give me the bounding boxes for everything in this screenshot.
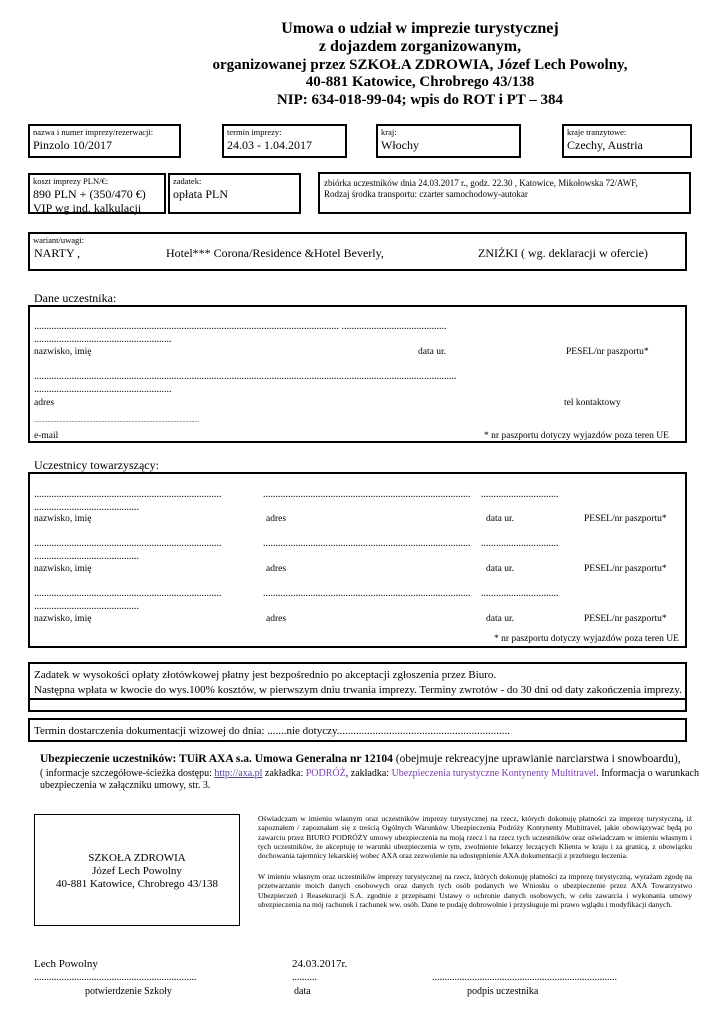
- companion2-date-dots[interactable]: ...............................: [481, 538, 559, 549]
- cost-box: [28, 173, 166, 214]
- transit-label: kraje tranzytowe:: [567, 127, 627, 137]
- participant-heading: Dane uczestnika:: [34, 291, 117, 305]
- insurance-info-c: , zakładka:: [345, 768, 392, 779]
- transport-line: Rodzaj środka transportu: czarter samochodowy-autokar: [324, 189, 528, 199]
- companion3-date-label: data ur.: [486, 614, 514, 624]
- participant-name-label: nazwisko, imię: [34, 347, 92, 357]
- insurance-info-d: . Informacja o warunkach: [596, 768, 699, 779]
- transit-value: Czechy, Austria: [567, 138, 643, 152]
- event-name-box: [28, 124, 181, 158]
- companion1-name-dots-2[interactable]: ..........................................: [34, 502, 139, 513]
- participant-pesel-label: PESEL/nr paszportu*: [566, 347, 649, 357]
- header-line3: organizowanej przez SZKOŁA ZDROWIA, Józef Lech Powolny,: [212, 57, 628, 73]
- transit-box: [562, 124, 692, 158]
- payment-box: [28, 662, 687, 700]
- companion2-name-dots[interactable]: ...........................................................................: [34, 538, 222, 549]
- variant-ski: NARTY ,: [34, 246, 81, 260]
- companion1-name-label: nazwisko, imię: [34, 514, 92, 524]
- country-value: Włochy: [381, 138, 419, 152]
- gathering-box: [318, 172, 691, 214]
- companion2-name-label: nazwisko, imię: [34, 564, 92, 574]
- participant-signature-dots[interactable]: ..........................................................................: [432, 972, 617, 983]
- stamp-line3: 40-881 Katowice, Chrobrego 43/138: [56, 878, 218, 890]
- header-line4: 40-881 Katowice, Chrobrego 43/138: [305, 74, 535, 90]
- country-box: [376, 124, 521, 158]
- deposit-value: opłata PLN: [173, 187, 228, 201]
- country-label: kraj:: [381, 127, 397, 137]
- variant-box: [28, 232, 687, 271]
- participant-email-dots[interactable]: ..............................................................................................................: [34, 418, 199, 424]
- insurance-line1: [40, 753, 700, 765]
- header-line2: z dojazdem zorganizowanym,: [318, 38, 522, 55]
- companion1-name-dots[interactable]: ...........................................................................: [34, 489, 222, 500]
- payment-line1: Zadatek w wysokości opłaty złotówkowej płatny jest bezpośrednio po akceptacji zgłoszenia przez Biuro.: [34, 669, 497, 681]
- companion1-date-dots[interactable]: ...............................: [481, 489, 559, 500]
- cost-value-2: VIP wg ind. kalkulacji: [33, 201, 142, 215]
- companion2-pesel-label: PESEL/nr paszportu*: [584, 564, 667, 574]
- declaration-paragraph-2: W imieniu własnym oraz uczestników imprezy turystycznej na rzecz, których dokonuję płatności za imprezę turystyczną, wyrażam zgodę na przetwarzanie moich danych osobowych oraz danych tych osób podanych we Wniosku o ubezpieczenie przez AXA Towarzystwo Ubezpieczeń i Reasekuracji S.A. zgodnie z przepisami Ustawy o ochronie danych osobowych, w celu zawarcia i wykonania umowy ubezpieczenia na mój rachunek i rachunek ww. osób. Dane te podaję dobrowolnie i przysługuje mi prawo wglądu i modyfikacji danych.: [258, 872, 692, 909]
- variant-hotel: Hotel*** Corona/Residence &Hotel Beverly,: [166, 246, 384, 260]
- participant-email-label: e-mail: [34, 431, 59, 441]
- deposit-label: zadatek:: [173, 176, 202, 186]
- event-name-value: Pinzolo 10/2017: [33, 138, 113, 152]
- payment-line2: Następna wpłata w kwocie do wys.100% kosztów, w pierwszym dniu trwania imprezy. Terminy zwrotów - do 30 dni od daty zakończenia imprezy.: [34, 684, 682, 696]
- companions-heading: Uczestnicy towarzyszący:: [34, 458, 159, 472]
- companion3-name-dots[interactable]: ...........................................................................: [34, 588, 222, 599]
- cost-value-1: 890 PLN + (350/470 €): [33, 187, 146, 201]
- companion2-address-label: adres: [266, 564, 287, 574]
- companion1-date-label: data ur.: [486, 514, 514, 524]
- companion3-address-label: adres: [266, 614, 287, 624]
- companion3-date-dots[interactable]: ...............................: [481, 588, 559, 599]
- companion2-date-label: data ur.: [486, 564, 514, 574]
- companion1-address-dots[interactable]: ...................................................................................: [263, 489, 471, 500]
- cost-label: koszt imprezy PLN/€:: [33, 176, 109, 186]
- event-name-label: nazwa i numer imprezy/rezerwacji:: [33, 127, 154, 137]
- companion2-address-dots[interactable]: ...................................................................................: [263, 538, 471, 549]
- declaration-paragraph-1: Oświadczam w imieniu własnym oraz uczestników imprezy turystycznej na rzecz, których dokonuję płatności za imprezę turystyczną, iż zapoznałem / zapoznałam się z treścią Ogólnych Warunków Ubezpieczenia Podróży Kontynenty Multitravel, jakie obowiązywać będą po zawarciu przez BIURO PODRÓŻY umowy ubezpieczenia na moją rzecz i na rzecz tych uczestników oraz oświadczam w imieniu własnym i tych uczestników, że akceptuję te warunki ubezpieczenia w tym, zwolnienie lekarzy leczących Klienta w kraju i za granicą, z obowiązku dochowania tajemnicy lekarskiej wobec AXA oraz zezwolenie na udostępnienie AXA dokumentacji z przebiegu leczenia.: [258, 814, 692, 861]
- axa-link[interactable]: http://axa.pl: [214, 768, 263, 779]
- stamp-box: [34, 814, 240, 926]
- participant-box: [28, 305, 687, 443]
- companion1-address-label: adres: [266, 514, 287, 524]
- participant-address-dots[interactable]: .........................................................................................................................................................................: [34, 371, 457, 382]
- school-signer-name: Lech Powolny: [34, 958, 98, 970]
- event-term-box: [222, 124, 347, 158]
- participant-passport-note: * nr paszportu dotyczy wyjazdów poza teren UE: [484, 431, 669, 441]
- participant-name-dots-2[interactable]: .......................................................: [34, 334, 172, 345]
- date-signature-dots[interactable]: ..........: [292, 972, 317, 983]
- event-term-value: 24.03 - 1.04.2017: [227, 138, 312, 152]
- participant-signature-label: podpis uczestnika: [467, 986, 539, 997]
- insurance-title: Ubezpieczenie uczestników: TUiR AXA s.a. Umowa Generalna nr 12104: [40, 753, 393, 765]
- visa-deadline: Termin dostarczenia dokumentacji wizowej do dnia: .......nie dotyczy...............................................................: [34, 725, 511, 737]
- variant-label: wariant/uwagi:: [33, 235, 84, 245]
- header-line1: Umowa o udział w imprezie turystycznej: [281, 20, 559, 37]
- signature-date: 24.03.2017r.: [292, 958, 348, 970]
- podroz-tab-link[interactable]: PODRÓŻ: [305, 768, 346, 779]
- companion3-address-dots[interactable]: ...................................................................................: [263, 588, 471, 599]
- date-label: data: [294, 986, 311, 997]
- variant-discount: ZNIŻKI ( wg. deklaracji w ofercie): [478, 246, 648, 260]
- companion3-name-dots-2[interactable]: ..........................................: [34, 601, 139, 612]
- participant-phone-label: tel kontaktowy: [564, 398, 621, 408]
- companion3-pesel-label: PESEL/nr paszportu*: [584, 614, 667, 624]
- companion1-pesel-label: PESEL/nr paszportu*: [584, 514, 667, 524]
- participant-address-label: adres: [34, 398, 55, 408]
- companion3-name-label: nazwisko, imię: [34, 614, 92, 624]
- participant-name-dots[interactable]: .......................................................................................................................... ..........................................: [34, 321, 447, 332]
- school-confirmation-label: potwierdzenie Szkoły: [85, 986, 172, 997]
- gathering-line1: zbiórka uczestników dnia 24.03.2017 r., godz. 22.30 , Katowice, Mikołowska 72/AWF,: [324, 178, 638, 188]
- participant-address-dots-2[interactable]: .......................................................: [34, 384, 172, 395]
- insurance-info-b: zakładka:: [262, 768, 306, 779]
- separator-box: [28, 700, 687, 712]
- companion2-name-dots-2[interactable]: ..........................................: [34, 551, 139, 562]
- multitravel-tab-link[interactable]: Ubezpieczenia turystyczne Kontynenty Multitravel: [391, 768, 597, 779]
- stamp-line2: Józef Lech Powolny: [92, 865, 182, 877]
- insurance-info-line3: ubezpieczenia w załączniku umowy, str. 3.: [40, 780, 211, 791]
- companions-box: [28, 472, 687, 648]
- event-term-label: termin imprezy:: [227, 127, 282, 137]
- insurance-info: [40, 768, 700, 792]
- visa-box: [28, 718, 687, 742]
- companions-passport-note: * nr paszportu dotyczy wyjazdów poza teren UE: [494, 634, 679, 644]
- header-line5: NIP: 634-018-99-04; wpis do ROT i PT – 384: [276, 92, 564, 108]
- insurance-info-a: ( informacje szczegółowe-ścieżka dostępu:: [40, 768, 215, 779]
- participant-birth-label: data ur.: [418, 347, 446, 357]
- insurance-coverage: (obejmuje rekreacyjne uprawianie narciarstwa i snowboardu),: [392, 753, 681, 765]
- stamp-line1: SZKOŁA ZDROWIA: [88, 852, 186, 864]
- school-signature-dots[interactable]: .................................................................: [34, 972, 197, 983]
- deposit-box: [168, 173, 301, 214]
